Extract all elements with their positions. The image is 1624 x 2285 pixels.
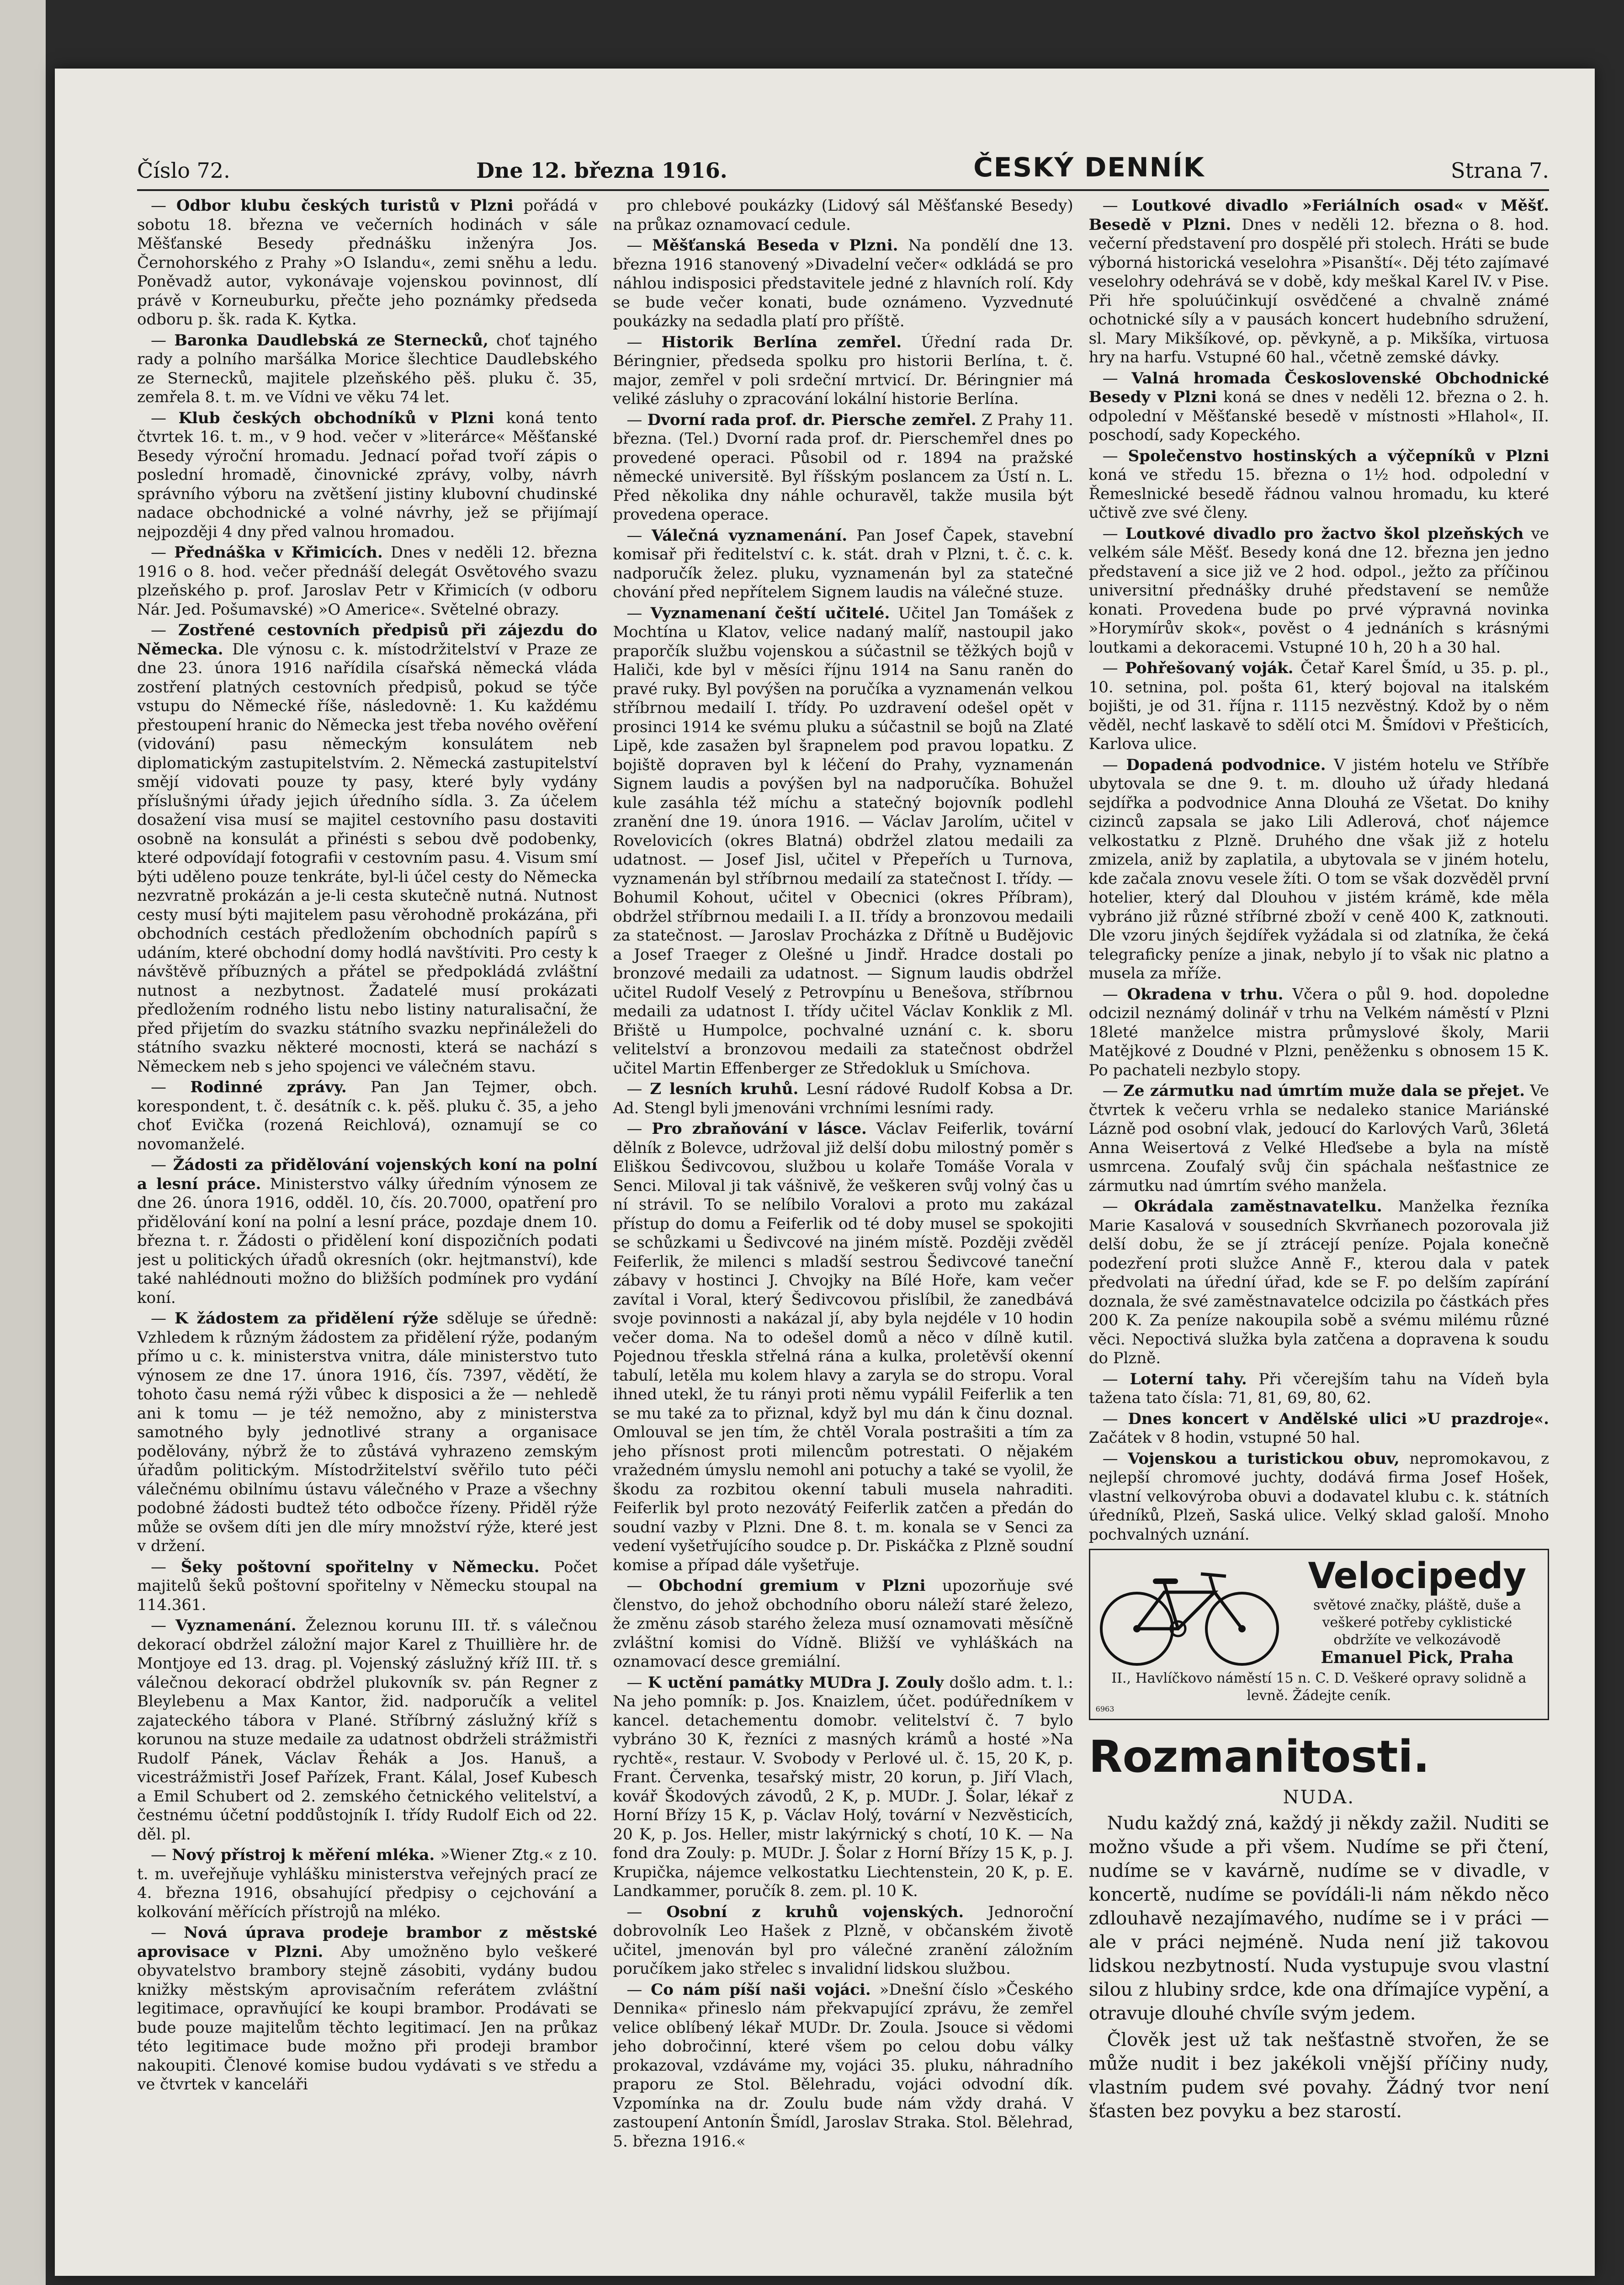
news-item-headline: Šeky poštovní spořitelny v Německu. bbox=[180, 1557, 540, 1576]
news-item: — Okradena v trhu. Včera o půl 9. hod. dopoledne odcizil neznámý dolinář v trhu na Velkém náměstí v Plzni 18leté manželce mistra průmyslové školy, Marii Matějkové z Doudné v Plzni, peněženku s obnosem 15 K. Po pachateli nezbylo stopy. bbox=[1088, 985, 1549, 1079]
news-item: — Valná hromada Československé Obchodnické Besedy v Plzni koná se dnes v neděli 12. března o 2. h. odpolední v Měšťanské besedě v místnosti »Hlahol«, II. poschodí, sady Kopeckého. bbox=[1088, 369, 1549, 444]
news-item-text: Lesní rádové Rudolf Kobsa a Dr. Ad. Stengl byli jmenováni vrchními lesními rady. bbox=[613, 1080, 1073, 1117]
news-item: — Obchodní gremium v Plzni upozorňuje své členstvo, do jehož obchodního oboru náleží staré železo, že změnu zásob starého železa musí oznamovati měsíčně zvláštní komisi do Vídně. Bližší ve vyhláškách na oznamovací desce gremiální. bbox=[613, 1577, 1073, 1671]
news-item-text: Železnou korunu III. tř. s válečnou dekorací obdržel záložní major Karel z Thuillière hr. de Montjoye ed 13. drag. pl. Vojenský záslužný kříž III. tř. s válečnou dekorací obdržel plukovník sv. pán Regner z Bleylebenu a Max Kantor, žid. nadporučík a velitel zajateckého tábora v Plané. Stříbrný záslužný kříž s korunou na stuze medaile za udatnost obdrželi strážmistři Rudolf Pánek, Václav Řehák a Jos. Hanuš, a vicestrážmistři Josef Pařízek, Frant. Kálal, Josef Kubesch a Emil Schubert od 2. zemského četnického velitelství, a čestnému účetní poddůstojník I. třídy Rudolf Eich od 22. děl. pl. bbox=[137, 1616, 598, 1844]
news-item-headline: Loutkové divadlo pro žactvo škol plzeňských bbox=[1125, 524, 1524, 543]
velocipedy-advertisement bbox=[1089, 1549, 1549, 1720]
news-item-headline: Co nám píší naši vojáci. bbox=[651, 1980, 871, 1999]
news-item-headline: Obchodní gremium v Plzni bbox=[658, 1577, 926, 1595]
news-item-text: pořádá v sobotu 18. března ve večerních hodinách v sále Měšťanské Besedy přednášku inženýra Jos. Černohorského z Prahy »O Islandu«, zemi sněhu a ledu. Poněvadž autor, vykonávaje vojenskou povinnost, dlí právě v Korneuburku, přečte jeho poznámky předseda odboru p. šk. rada K. Kytka. bbox=[137, 197, 598, 329]
news-item: — Loutkové divadlo pro žactvo škol plzeňských ve velkém sále Měšť. Besedy koná dne 12. března jen jedno představení a sice již ve 2 hod. odpol., ježto za příčinou universitní přednášky druhé představení se nemůže konati. Provedena bude po prvé výpravná novinka »Horymírův skok«, pověst o 4 jednáních s krásnými loutkami a dekoracemi. Vstupné 10 h, 20 h a 30 hal. bbox=[1088, 524, 1549, 657]
page-header bbox=[137, 128, 1549, 191]
news-item-text: pro chlebové poukázky (Lidový sál Měšťanské Besedy) na průkaz oznamovací cedule. bbox=[613, 197, 1073, 234]
newspaper-page bbox=[55, 69, 1595, 2276]
news-item: — Vyznamenání. Železnou korunu III. tř. s válečnou dekorací obdržel záložní major Karel z Thuillière hr. de Montjoye ed 13. drag. pl. Vojenský záslužný kříž III. tř. s válečnou dekorací obdržel plukovník sv. pán Regner z Bleylebenu a Max Kantor, žid. nadporučík a velitel zajateckého tábora v Plané. Stříbrný záslužný kříž s korunou na stuze medaile za udatnost obdrželi strážmistři Rudolf Pánek, Václav Řehák a Jos. Hanuš, a vicestrážmistři Josef Pařízek, Frant. Kálal, Josef Kubesch a Emil Schubert od 2. zemského četnického velitelství, a čestnému účetní poddůstojník I. třídy Rudolf Eich od 22. děl. pl. bbox=[137, 1616, 598, 1844]
page-number: Strana 7. bbox=[1451, 158, 1549, 183]
news-item bbox=[613, 197, 1073, 234]
news-item-text: Začátek v 8 hodin, vstupné 50 hal. bbox=[1088, 1429, 1360, 1447]
news-item-text: Dnes v neděli 12. března o 8. hod. večerní představení pro dospělé při stolech. Hráti se bude výborná historická veselohra »Pisanští«. Děj této zajímavé veselohry odehrává se v době, kdy meškal Karel IV. v Pise. Při hře spoluúčinkují osvědčené a chvalně známé ochotnické síly a v pausách koncert hudebního sdružení, sl. Mary Mikšíkové, op. pěvkyně, a p. Mikšíka, virtuosa hry na harfu. Vstupné 60 hal., včetně zemské dávky. bbox=[1088, 215, 1549, 367]
news-item: — Co nám píší naši vojáci. »Dnešní číslo »Českého Dennika« přineslo nám překvapující zprávu, že zemřel velice oblíbený lékař MUDr. Dr. Zoula. Jsouce si vědomi jeho dobročinní, které všem po celou dobu války prokazoval, vzdáváme my, vojáci 35. pluku, náhradního praporu ze Stol. Bělehradu, vojáci odvodní dík. Vzpomínka na dr. Zoulu bude nám vždy drahá. V zastoupení Antonín Šmídl, Jaroslav Straka. Stol. Bělehrad, 5. března 1916.« bbox=[613, 1980, 1073, 2151]
news-item: — Loterní tahy. Při včerejším tahu na Vídeň byla tažena tato čísla: 71, 81, 69, 80, 62. bbox=[1088, 1370, 1549, 1407]
news-item: — Vojenskou a turistickou obuv, nepromokavou, z nejlepší chromové juchty, dodává firma Josef Hošek, vlastní velkovýroba obuvi a dodavatel klubu c. k. státních úředníků, Plzeň, Saská ulice. Velký sklad galoší. Mnoho pochvalných uznání. bbox=[1088, 1449, 1549, 1544]
article-columns bbox=[137, 197, 1549, 2198]
news-item-text: choť tajného rady a polního maršálka Morice šlechtice Daudlebského ze Sternecků, majitele plzeňského pěš. pluku č. 35, zemřela 8. t. m. ve Vídni ve věku 74 let. bbox=[137, 331, 598, 406]
news-item-text: Úřední rada Dr. Béringnier, předseda spolku pro historii Berlína, t. č. major, zemřel v poli srdeční mrtvicí. Dr. Béringnier má veliké zásluhy o zpracování lokální historie Berlína. bbox=[613, 333, 1073, 408]
ad-text: světové značky, pláště, duše a veškeré potřeby cyklistické obdržíte ve velkozávodě bbox=[1313, 1597, 1521, 1648]
news-item: — Válečná vyznamenání. Pan Josef Čapek, stavební komisař při ředitelství c. k. stát. drah v Plzni, t. č. c. k. nadporučík želez. pluku, vyznamenán byl za statečné chování před nepřítelem Signem laudis na válečné stuze. bbox=[613, 526, 1073, 601]
news-item: — Baronka Daudlebská ze Sternecků, choť tajného rady a polního maršálka Morice šlechtice Daudlebského ze Sternecků, majitele plzeňského pěš. pluku č. 35, zemřela 8. t. m. ve Vídni ve věku 74 let. bbox=[137, 331, 598, 406]
news-item: — Žádosti za přidělování vojenských koní na polní a lesní práce. Ministerstvo války úředním výnosem ze dne 26. února 1916, odděl. 10, čís. 20.7000, opatření pro přidělování koní na polní a lesní práce, pozdaje dnem 10. března t. r. Žádosti o přidělení koní dispozičních podati jest u politických úřadů okresních (okr. hejtmanství), kde také nahlédnouti možno do bližších podmínek pro vydání koní. bbox=[137, 1156, 598, 1307]
previous-page-edge bbox=[0, 0, 46, 2285]
news-item-text: »Wiener Ztg.« z 10. t. m. uveřejňuje vyhlášku ministerstva veřejných prací ze 4. března 1916, obsahující předpisy o cejchování a kolkování měřících přístrojů na mléko. bbox=[137, 1846, 598, 1921]
news-item: — Odbor klubu českých turistů v Plzni pořádá v sobotu 18. března ve večerních hodinách v sále Měšťanské Besedy přednášku inženýra Jos. Černohorského z Prahy »O Islandu«, zemi sněhu a ledu. Poněvadž autor, vykonávaje vojenskou povinnost, dlí právě v Korneuburku, přečte jeho poznámky předseda odboru p. šk. rada K. Kytka. bbox=[137, 197, 598, 329]
news-item-text: Z Prahy 11. března. (Tel.) Dvorní rada prof. dr. Pierschemřel dnes po provedené operaci. Působil od r. 1894 na pražské německé universitě. Byl říšským poslancem za Ústí n. L. Před několika dny náhle ochuravěl, takže musila být provedena operace. bbox=[613, 410, 1073, 524]
column-1 bbox=[137, 197, 597, 2198]
news-item-text: Učitel Jan Tomášek z Mochtína u Klatov, velice nadaný malíř, nastoupil jako praporčík službu vojenskou a súčastnil se těžkých bojů v Haliči, kde byl v měsíci říjnu 1914 na Sanu raněn do pravé ruky. Byl povýšen na poručíka a vyznamenán velkou stříbrnou medailí I. třídy. Po uzdravení odešel opět v prosinci 1914 ke svému pluku a súčastnil se bojů na Zlaté Lipě, kde zasažen byl šrapnelem pod pravou lopatku. Z bojiště dopraven byl k léčení do Prahy, vyznamenán Signem laudis a povýšen byl na nadporučíka. Bohužel kule zasáhla též míchu a statečný bojovník podlehl zranění dne 19. února 1916. — Václav Jarolím, učitel v Rovelovicích (okres Blatná) obdržel zlatou medaili za udatnost. — Josef Jisl, učitel v Přepeřích u Turnova, vyznamenán byl stříbrnou medailí za statečnost I. třídy. — Bohumil Kohout, učitel v Obecnici (okres Příbram), obdržel stříbrnou medaili I. a II. třídy a bronzovou medaili za statečnost. — Jaroslav Procházka z Dřítně u Budějovic a Josef Traeger z Olešné u Jindř. Hradce dostali po bronzové medaili za udatnost. — Signum laudis obdržel učitel Rudolf Veselý z Petrovpínu u Benešova, stříbrnou medaili za udatnost I. třídy učitel Václav Konklik z Ml. Břiště u Humpolce, pochvalné uznání c. k. sboru velitelství a bronzovou medaili za statečnost obdržel učitel Martin Effenberger ze Středokluk u Smíchova. bbox=[613, 604, 1073, 1078]
news-item: — K uctění památky MUDra J. Zouly došlo adm. t. l.: Na jeho pomník: p. Jos. Knaizlem, účet. podúředníkem v kancel. detachementu domobr. velitelství č. 7 bylo vybráno 30 K, řezníci z masných krámů a hosté »Na rychtě«, restaur. V. Svobody v Perlové ul. č. 15, 20 K, p. Frant. Červenka, tesařský mistr, 20 korun, p. Jiří Vlach, kovář Škodových závodů, 2 K, p. MUDr. J. Šolar, lékař z Horní Břízy 15 K, p. Václav Holý, tovární v Nezvěsticích, 20 K, p. Jos. Heller, mistr lakýrnický s chotí, 10 K. — Na fond dra Zouly: p. MUDr. J. Šolar z Horní Břízy 15 K, p. J. Krupička, nájemce velkostatku Liechtenstein, 20 K, p. E. Landkammer, poručík 8. zem. pl. 10 K. bbox=[613, 1673, 1073, 1900]
news-item: — Společenstvo hostinských a výčepníků v Plzni koná ve středu 15. března o 1½ hod. odpolední v Řemeslnické besedě řádnou valnou hromadu, ku které učtivě zve své členy. bbox=[1088, 446, 1549, 522]
news-item-headline: Ze zármutku nad úmrtím muže dala se přejet. bbox=[1123, 1082, 1525, 1100]
news-item-text: nepromokavou, z nejlepší chromové juchty, dodává firma Josef Hošek, vlastní velkovýroba obuvi a dodavatel klubu c. k. státních úředníků, Plzeň, Saská ulice. Velký sklad galoší. Mnoho pochvalných uznání. bbox=[1088, 1449, 1549, 1544]
news-item: — Nový přístroj k měření mléka. »Wiener Ztg.« z 10. t. m. uveřejňuje vyhlášku ministerstva veřejných prací ze 4. března 1916, obsahující předpisy o cejchování a kolkování měřících přístrojů na mléko. bbox=[137, 1846, 598, 1921]
news-item-headline: Nový přístroj k měření mléka. bbox=[172, 1846, 435, 1864]
feuilleton-title: NUDA. bbox=[1283, 1787, 1355, 1808]
column-3-articles bbox=[1089, 197, 1549, 1544]
news-item-headline: Pohřešovaný voják. bbox=[1125, 659, 1294, 677]
column-3 bbox=[1089, 197, 1549, 2198]
news-item-headline: K uctění památky MUDra J. Zouly bbox=[647, 1673, 944, 1692]
news-item-text: »Dnešní číslo »Českého Dennika« přineslo nám překvapující zprávu, že zemřel velice oblíbený lékař MUDr. Dr. Zoula. Jsouce si vědomi jeho dobročinní, které všem po celou dobu války prokazoval, vzdáváme my, vojáci 35. pluku, náhradního praporu ze Stol. Bělehradu, vojáci odvodní dík. Vzpomínka na dr. Zoulu bude nám vždy drahá. V zastoupení Antonín Šmídl, Jaroslav Straka. Stol. Bělehrad, 5. března 1916.« bbox=[613, 1980, 1073, 2151]
news-item-text: došlo adm. t. l.: Na jeho pomník: p. Jos. Knaizlem, účet. podúředníkem v kancel. detachementu domobr. velitelství č. 7 bylo vybráno 30 K, řezníci z masných krámů a hosté »Na rychtě«, restaur. V. Svobody v Perlové ul. č. 15, 20 K, p. Frant. Červenka, tesařský mistr, 20 korun, p. Jiří Vlach, kovář Škodových závodů, 2 K, p. MUDr. J. Šolar, lékař z Horní Břízy 15 K, p. Václav Holý, tovární v Nezvěsticích, 20 K, p. Jos. Heller, mistr lakýrnický s chotí, 10 K. — Na fond dra Zouly: p. MUDr. J. Šolar z Horní Břízy 15 K, p. J. Krupička, nájemce velkostatku Liechtenstein, 20 K, p. E. Landkammer, poručík 8. zem. pl. 10 K. bbox=[613, 1673, 1073, 1900]
news-item-text: sděluje se úředně: Vzhledem k různým žádostem za přidělení rýže, podaným přímo u c. k. ministerstva vnitra, dále ministerstvo tuto výnosem ze dne 17. února 1916, čís. 7397, vědětí, že tohoto času nemá rýži vůbec k disposici a že — nehledě ani k tomu — je též nemožno, aby z ministerstva samotného byly jednotlivé strany a organisace podělovány, nýbrž že to zůstává vyhrazeno zemským úřadům politickým. Místodržitelství svěřilo tuto péči válečnému obilnímu ústavu válečného v Praze a všechny podobné žádosti budtež této odbočce řízeny. Přiděl rýže může se ovšem díti jen dle míry množství rýže, které jest v držení. bbox=[137, 1309, 598, 1555]
news-item: — Pohřešovaný voják. Četař Karel Šmíd, u 35. p. pl., 10. setnina, pol. pošta 61, který bojoval na italském bojišti, je od 31. října r. 1115 nezvěstný. Kdož by o něm věděl, nechť laskavě to sdělí otci M. Šmídovi v Přešticích, Karlova ulice. bbox=[1088, 659, 1549, 753]
news-item-text: Na pondělí dne 13. března 1916 stanovený »Divadelní večer« odkládá se pro náhlou indisposici představitele jedné z hlavních rolí. Kdy se bude večer konati, bude oznámeno. Vyzvednuté poukázky na sedadla platí pro příště. bbox=[613, 236, 1073, 330]
news-item: — Zostřené cestovních předpisů při zájezdu do Německa. Dle výnosu c. k. místodržitelství v Praze ze dne 23. února 1916 nařídila císařská německá vláda zostření platných cestovních předpisů, pokud se týče vstupu do Německé říše, následovně: 1. Ku každému přestoupení hranic do Německa jest třeba nového ověření (vidování) pasu německým konsulátem neb diplomatickým zastupitelstvím. 2. Německá zastupitelství smějí vidovati pouze ty pasy, které byly vydány příslušnými úřady jejich úředního sídla. 3. Za účelem dosažení visa musí se majitel cestovního pasu dostaviti osobně na konsulát a přinésti s sebou dvě podobenky, které odpovídají fotografii v cestovním pasu. 4. Visum smí býti uděleno pouze tenkráte, byl-li účel cesty do Německa nezvratně prokázán a je-li cesta skutečně nutná. Nutnost cesty musí býti majitelem pasu věrohodně prokázána, při obchodních cestách předložením obchodních papírů s udáním, které obchodní domy hodlá navštíviti. Pro cesty k návštěvě příbuzných a přátel se předpokládá zvláštní nutnost a nezbytnost. Žadatelé musí prokázati předložením rodného listu nebo listiny naturalisační, že před přijetím do svazku státního svazku nepřináleželi do státního svazku některé mocnosti, která se nachází s Německem neb s jeho spojenci ve válečném stavu. bbox=[137, 621, 598, 1076]
news-item-text: Václav Feiferlik, tovární dělník z Bolevce, udržoval již delší dobu milostný poměr s Eliškou Šedivcovou, službou u kolaře Tomáše Vorala v Senci. Miloval ji tak vášnivě, že veškeren svůj volný čas u ní strávil. To se nelíbilo Voralovi a proto mu zakázal přístup do domu a Feiferlik od té doby musel se spokojiti se schůzkami u Šedivcové na jiném místě. Později zvěděl Feiferlik, že milenci s mladší sestrou Šedivcové taneční zábavy v hostinci J. Chvojky na Bílé Hoře, kam večer zavítal i Voral, který Šedivcovou přislíbil, že zanedbává svoje povinnosti a nakázal jí, aby byla nejdéle v 10 hodin večer doma. Na to odešel domů a něco v dílně kutil. Pojednou třeskla střelná rána a kulka, proletěvší okenní tabulí, letěla mu kolem hlavy a zaryla se do stropu. Voral ihned utekl, že tu rányi proti němu vypálil Feiferlik a ten se mu také za to přiznal, když byl mu dán k činu doznal. Omlouval se jen tím, že chtěl Vorala postrašiti a tím za jeho přísnost proti milencům potrestati. O nějakém vražedném úmyslu nemohl ani potuchy a také se vyolil, že škodu za rozbitou okenní tabuli musela nahraditi. Feiferlik byl proto nezovátý Feiferlik zatčen a předán do soudní vazby v Plzni. Dne 8. t. m. konala se v Senci za vedení vyšetřujícího soudce p. Dr. Piskáčka z Plzně soudní komise a případ dále vyšetřuje. bbox=[613, 1120, 1073, 1574]
news-item: — Z lesních kruhů. Lesní rádové Rudolf Kobsa a Dr. Ad. Stengl byli jmenováni vrchními lesními rady. bbox=[613, 1080, 1073, 1117]
news-item-headline: Zostřené cestovních předpisů při zájezdu do Německa. bbox=[137, 621, 598, 659]
news-item-headline: Loterní tahy. bbox=[1130, 1370, 1247, 1388]
news-item: — Vyznamenaní čeští učitelé. Učitel Jan Tomášek z Mochtína u Klatov, velice nadaný malíř, nastoupil jako praporčík službu vojenskou a súčastnil se těžkých bojů v Haliči, kde byl v měsíci říjnu 1914 na Sanu raněn do pravé ruky. Byl povýšen na poručíka a vyznamenán velkou stříbrnou medailí I. třídy. Po uzdravení odešel opět v prosinci 1914 ke svému pluku a súčastnil se bojů na Zlaté Lipě, kde zasažen byl šrapnelem pod pravou lopatku. Z bojiště dopraven byl k léčení do Prahy, vyznamenán Signem laudis a povýšen byl na nadporučíka. Bohužel kule zasáhla též míchu a statečný bojovník podlehl zranění dne 19. února 1916. — Václav Jarolím, učitel v Rovelovicích (okres Blatná) obdržel zlatou medaili za udatnost. — Josef Jisl, učitel v Přepeřích u Turnova, vyznamenán byl stříbrnou medailí za statečnost I. třídy. — Bohumil Kohout, učitel v Obecnici (okres Příbram), obdržel stříbrnou medaili I. a II. třídy a bronzovou medaili za statečnost. — Jaroslav Procházka z Dřítně u Budějovic a Josef Traeger z Olešné u Jindř. Hradce dostali po bronzové medaili za udatnost. — Signum laudis obdržel učitel Rudolf Veselý z Petrovpínu u Benešova, stříbrnou medaili za udatnost I. třídy učitel Václav Konklik z Ml. Břiště u Humpolce, pochvalné uznání c. k. sboru velitelství a bronzovou medaili za statečnost obdržel učitel Martin Effenberger ze Středokluk u Smíchova. bbox=[613, 604, 1073, 1078]
news-item: — Loutkové divadlo »Feriálních osad« v Měšť. Besedě v Plzni. Dnes v neděli 12. března o 8. hod. večerní představení pro dospělé při stolech. Hráti se bude výborná historická veselohra »Pisanští«. Děj této zajímavé veselohry odehrává se v době, kdy meškal Karel IV. v Pise. Při hře spoluúčinkují osvědčené a chvalně známé ochotnické síly a v pausách koncert hudebního sdružení, sl. Mary Mikšíkové, op. pěvkyně, a p. Mikšíka, virtuosa hry na harfu. Vstupné 60 hal., včetně zemské dávky. bbox=[1088, 197, 1549, 367]
news-item: — Klub českých obchodníků v Plzni koná tento čtvrtek 16. t. m., v 9 hod. večer v »literárce« Měšťanské Besedy výroční hromadu. Jednací pořad tvoří zápis o poslední hromadě, činovnické zprávy, volby, návrh správního výboru na zvětšení jistiny klubovní chudinské nadace obchodnické a volné návrhy, jež se přijímají nejpozději 4 dny před valnou hromadou. bbox=[137, 409, 598, 541]
news-item-headline: Valná hromada Československé Obchodnické Besedy v Plzni bbox=[1088, 369, 1549, 406]
feuilleton-paragraph: Člověk jest už tak nešťastně stvořen, že se může nudit i bez jakékoli vnější příčiny nudy, vlastním pudem své povahy. Žádný tvor není šťasten bez povyku a bez starostí. bbox=[1088, 2030, 1549, 2122]
ad-firm: Emanuel Pick, Praha bbox=[1321, 1648, 1514, 1667]
news-item: — K žádostem za přidělení rýže sděluje se úředně: Vzhledem k různým žádostem za přidělení rýže, podaným přímo u c. k. ministerstva vnitra, dále ministerstvo tuto výnosem ze dne 17. února 1916, čís. 7397, vědětí, že tohoto času nemá rýži vůbec k disposici a že — nehledě ani k tomu — je též nemožno, aby z ministerstva samotného byly jednotlivé strany a organisace podělovány, nýbrž že to zůstává vyhrazeno zemským úřadům politickým. Místodržitelství svěřilo tuto péči válečnému obilnímu ústavu válečného v Praze a všechny podobné žádosti budtež této odbočce řízeny. Přiděl rýže může se ovšem díti jen dle míry množství rýže, které jest v držení. bbox=[137, 1309, 598, 1555]
issue-number: Číslo 72. bbox=[137, 158, 230, 183]
news-item-text: koná se dnes v neděli 12. března o 2. h. odpolední v Měšťanské besedě v místnosti »Hlahol«, II. poschodí, sady Kopeckého. bbox=[1088, 388, 1549, 444]
news-item-headline: Historik Berlína zemřel. bbox=[661, 333, 902, 351]
news-item: — Dvorní rada prof. dr. Piersche zemřel. Z Prahy 11. března. (Tel.) Dvorní rada prof. dr. Pierschemřel dnes po provedené operaci. Působil od r. 1894 na pražské německé universitě. Byl říšským poslancem za Ústí n. L. Před několika dny náhle ochuravěl, takže musila být provedena operace. bbox=[613, 410, 1073, 524]
news-item-text: Ministerstvo války úředním výnosem ze dne 26. února 1916, odděl. 10, čís. 20.7000, opatření pro přidělování koní na polní a lesní práce, pozdaje dnem 10. března t. r. Žádosti o přidělení koní dispozičních podati jest u politických úřadů okresních (okr. hejtmanství), kde také nahlédnouti možno do bližších podmínek pro vydání koní. bbox=[137, 1174, 598, 1307]
feuilleton-paragraph: Nudu každý zná, každý ji někdy zažil. Nuditi se možno všude a při všem. Nudíme se při čtení, nudíme se v kavárně, nudíme se v divadle, v koncertě, nudíme se povídáli-li nám někdo něco zdlouhavě nezajímavého, nudíme se i v práci — ale v práci nejméně. Nuda není již takovou lidskou nezbytností. Nuda vystupuje svou vlastní silou z hlubiny srdce, kde ona dřímajíce vypění, a otravuje dlouhé chvíle svým jedem. bbox=[1088, 1813, 1549, 2024]
news-item-text: Ve čtvrtek k večeru vrhla se nedaleko stanice Mariánské Lázně pod osobní vlak, jedoucí do Karlových Varů, 36letá Anna Weisertová z Velké Hleďsebe a byla na místě usmrcena. Zoufalý svůj čin spáchala nešťastnice ze zármutku nad úmrtím svého manžela. bbox=[1088, 1082, 1549, 1195]
news-item: — Osobní z kruhů vojenských. Jednoroční dobrovolník Leo Hašek z Plzně, v občanském životě učitel, jmenován byl pro válečné zranění záložním poručíkem jako střelec s invalidní lidskou službou. bbox=[613, 1902, 1073, 1978]
news-item-text: Dle výnosu c. k. místodržitelství v Praze ze dne 23. února 1916 nařídila císařská německá vláda zostření platných cestovních předpisů, pokud se týče vstupu do Německé říše, následovně: 1. Ku každému přestoupení hranic do Německa jest třeba nového ověření (vidování) pasu německým konsulátem neb diplomatickým zastupitelstvím. 2. Německá zastupitelství smějí vidovati pouze ty pasy, které byly vydány příslušnými úřady jejich úředního sídla. 3. Za účelem dosažení visa musí se majitel cestovního pasu dostaviti osobně na konsulát a přinésti s sebou dvě podobenky, které odpovídají fotografii v cestovním pasu. 4. Visum smí býti uděleno pouze tenkráte, byl-li účel cesty do Německa nezvratně prokázán a je-li cesta skutečně nutná. Nutnost cesty musí býti majitelem pasu věrohodně prokázána, při obchodních cestách předložením obchodních papírů s udáním, které obchodní domy hodlá navštíviti. Pro cesty k návštěvě příbuzných a přátel se předpokládá zvláštní nutnost a nezbytnost. Žadatelé musí prokázati předložením rodného listu nebo listiny naturalisační, že před přijetím do svazku státního svazku nepřináleželi do státního svazku některé mocnosti, která se nachází s Německem neb s jeho spojenci ve válečném stavu. bbox=[137, 640, 598, 1076]
news-item-headline: Loutkové divadlo »Feriálních osad« v Měšť. Besedě v Plzni. bbox=[1088, 197, 1549, 234]
news-item-headline: Pro zbraňování v lásce. bbox=[652, 1120, 867, 1138]
news-item-headline: K žádostem za přidělení rýže bbox=[174, 1309, 439, 1328]
section-heading-rozmanitosti: Rozmanitosti. bbox=[1088, 1731, 1430, 1782]
news-item-headline: Okrádala zaměstnavatelku. bbox=[1134, 1197, 1382, 1216]
news-item: — Dnes koncert v Andělské ulici »U prazdroje«. Začátek v 8 hodin, vstupné 50 hal. bbox=[1088, 1409, 1549, 1447]
news-item: — Pro zbraňování v lásce. Václav Feiferlik, tovární dělník z Bolevce, udržoval již delší dobu milostný poměr s Eliškou Šedivcovou, službou u kolaře Tomáše Vorala v Senci. Miloval ji tak vášnivě, že veškeren svůj volný čas u ní strávil. To se nelíbilo Voralovi a proto mu zakázal přístup do domu a Feiferlik od té doby musel se spokojiti se schůzkami u Šedivcové na jiném místě. Později zvěděl Feiferlik, že milenci s mladší sestrou Šedivcové taneční zábavy v hostinci J. Chvojky na Bílé Hoře, kam večer zavítal i Voral, který Šedivcovou přislíbil, že zanedbává svoje povinnosti a nakázal jí, aby byla nejdéle v 10 hodin večer doma. Na to odešel domů a něco v dílně kutil. Pojednou třeskla střelná rána a kulka, proletěvší okenní tabulí, letěla mu kolem hlavy a zaryla se do stropu. Voral ihned utekl, že tu rányi proti němu vypálil Feiferlik a ten se mu také za to přiznal, když byl mu dán k činu doznal. Omlouval se jen tím, že chtěl Vorala postrašiti a tím za jeho přísnost proti milencům potrestati. O nějakém vražedném úmyslu nemohl ani potuchy a také se vyolil, že škodu za rozbitou okenní tabuli musela nahraditi. Feiferlik byl proto nezovátý Feiferlik zatčen a předán do soudní vazby v Plzni. Dne 8. t. m. konala se v Senci za vedení vyšetřujícího soudce p. Dr. Piskáčka z Plzně soudní komise a případ dále vyšetřuje. bbox=[613, 1120, 1073, 1574]
news-item-text: Počet majitelů šeků poštovní spořitelny v Německu stoupal na 114.361. bbox=[137, 1557, 598, 1614]
news-item-headline: Vyznamenaní čeští učitelé. bbox=[650, 604, 890, 622]
news-item-headline: Vojenskou a turistickou obuv, bbox=[1128, 1449, 1400, 1468]
news-item-headline: Měšťanská Beseda v Plzni. bbox=[652, 236, 898, 255]
ad-number: 6963 bbox=[1095, 1705, 1115, 1713]
news-item-headline: Okradena v trhu. bbox=[1127, 985, 1284, 1004]
news-item-text: V jistém hotelu ve Stříbře ubytovala se dne 9. t. m. dlouho už úřady hledaná sejdířka a podvodnice Anna Dlouhá ze Všetat. Do knihy cizinců zapsala se jako Lili Adlerová, choť nájemce velkostatku z Plzně. Druhého dne však již z hotelu zmizela, aniž by zaplatila, a ubytovala se v jiném hotelu, kde začala znovu vesele žíti. O tom se však dozvěděl první hotelier, který dal Dlouhou v jistém krámě, kde měla vybráno již různé stříbrné zboží v ceně 400 K, zatknouti. Dle vzoru jiných šejdířek vyžádala si od zlatníka, že čeká telegraficky peníze a jinak, nebylo jí to však nic platno a musela za mříže. bbox=[1088, 755, 1549, 983]
news-item-headline: Vyznamenání. bbox=[175, 1616, 297, 1635]
news-item-headline: Rodinné zprávy. bbox=[190, 1078, 347, 1096]
news-item-headline: Přednáška v Křimicích. bbox=[174, 543, 383, 562]
ad-title: Velocipedy bbox=[1308, 1556, 1527, 1597]
news-item: — Historik Berlína zemřel. Úřední rada Dr. Béringnier, předseda spolku pro historii Berlína, t. č. major, zemřel v poli srdeční mrtvicí. Dr. Béringnier má veliké zásluhy o zpracování lokální historie Berlína. bbox=[613, 333, 1073, 408]
news-item-text: upozorňuje své členstvo, do jehož obchodního oboru náleží staré železo, že změnu zásob starého železa musí oznamovati měsíčně zvláštní komisi do Vídně. Bližší ve vyhláškách na oznamovací desce gremiální. bbox=[613, 1577, 1073, 1671]
news-item-headline: Odbor klubu českých turistů v Plzni bbox=[176, 197, 514, 215]
news-item-headline: Z lesních kruhů. bbox=[650, 1080, 799, 1098]
news-item: — Nová úprava prodeje brambor z městské aprovisace v Plzni. Aby umožněno bylo veškeré obyvatelstvo brambory stejně zásobiti, vydány budou knižky městským aprovisačním referátem zvláštní legitimace, opravňující ke koupi brambor. Prodávati se bude pouze majitelům těchto legitimací. Jen na průkaz této legitimace bude možno při prodeji brambor nakoupiti. Členové komise budou vydávati s ve středu a ve čtvrtek v kanceláři bbox=[137, 1924, 598, 2094]
news-item: — Dopadená podvodnice. V jistém hotelu ve Stříbře ubytovala se dne 9. t. m. dlouho už úřady hledaná sejdířka a podvodnice Anna Dlouhá ze Všetat. Do knihy cizinců zapsala se jako Lili Adlerová, choť nájemce velkostatku z Plzně. Druhého dne však již z hotelu zmizela, aniž by zaplatila, a ubytovala se v jiném hotelu, kde začala znovu vesele žíti. O tom se však dozvěděl první hotelier, který dal Dlouhou v jistém krámě, kde měla vybráno již různé stříbrné zboží v ceně 400 K, zatknouti. Dle vzoru jiných šejdířek vyžádala si od zlatníka, že čeká telegraficky peníze a jinak, nebylo jí to však nic platno a musela za mříže. bbox=[1088, 755, 1549, 983]
news-item-headline: Osobní z kruhů vojenských. bbox=[666, 1902, 964, 1921]
news-item-text: koná ve středu 15. března o 1½ hod. odpolední v Řemeslnické besedě řádnou valnou hromadu, ku které učtivě zve své členy. bbox=[1088, 466, 1549, 522]
news-item-headline: Válečná vyznamenání. bbox=[651, 526, 848, 545]
newspaper-title: ČESKÝ DENNÍK bbox=[973, 152, 1205, 183]
news-item-headline: Dopadená podvodnice. bbox=[1126, 755, 1326, 774]
news-item-text: Aby umožněno bylo veškeré obyvatelstvo brambory stejně zásobiti, vydány budou knižky městským aprovisačním referátem zvláštní legitimace, opravňující ke koupi brambor. Prodávati se bude pouze majitelům těchto legitimací. Jen na průkaz této legitimace bude možno při prodeji brambor nakoupiti. Členové komise budou vydávati s ve středu a ve čtvrtek v kanceláři bbox=[137, 1942, 598, 2094]
news-item-text: Četař Karel Šmíd, u 35. p. pl., 10. setnina, pol. pošta 61, který bojoval na italském bojišti, je od 31. října r. 1115 nezvěstný. Kdož by o něm věděl, nechť laskavě to sdělí otci M. Šmídovi v Přešticích, Karlova ulice. bbox=[1088, 659, 1549, 753]
ad-address: II., Havlíčkovo náměstí 15 n. C. D. Veškeré opravy solidně a levně. Žádejte ceník. bbox=[1111, 1670, 1527, 1704]
column-2 bbox=[613, 197, 1073, 2198]
news-item-text: Manželka řezníka Marie Kasalová v sousedních Skvrňanech pozorovala již delší dobu, že se jí ztrácejí peníze. Pojala konečně podezření proti služce Anně F., kterou dala v patek předvolati na úřední úřad, kde se F. po delším zapírání doznala, že své zaměstnavatelce odcizila po částkách přes 200 K. Za peníze nakoupila sobě a svému milému různé věci. Nepoctivá služka byla zatčena a dopravena k soudu do Plzně. bbox=[1088, 1197, 1549, 1367]
news-item: — Rodinné zprávy. Pan Jan Tejmer, obch. korespondent, t. č. desátník c. k. pěš. pluku č. 35, a jeho choť Evička (rozená Reichlová), oznamují se co novomanželé. bbox=[137, 1078, 598, 1153]
news-item-text: Jednoroční dobrovolník Leo Hašek z Plzně, v občanském životě učitel, jmenován byl pro válečné zranění záložním poručíkem jako střelec s invalidní lidskou službou. bbox=[613, 1902, 1073, 1978]
bicycle-illustration bbox=[1096, 1556, 1288, 1670]
news-item: — Měšťanská Beseda v Plzni. Na pondělí dne 13. března 1916 stanovený »Divadelní večer« odkládá se pro náhlou indisposici představitele jedné z hlavních rolí. Kdy se bude večer konati, bude oznámeno. Vyzvednuté poukázky na sedadla platí pro příště. bbox=[613, 236, 1073, 330]
news-item: — Šeky poštovní spořitelny v Německu. Počet majitelů šeků poštovní spořitelny v Německu stoupal na 114.361. bbox=[137, 1557, 598, 1614]
news-item-text: Pan Josef Čapek, stavební komisař při ředitelství c. k. stát. drah v Plzni, t. č. c. k. nadporučík želez. pluku, vyznamenán byl za statečné chování před nepřítelem Signem laudis na válečné stuze. bbox=[613, 526, 1073, 601]
news-item-headline: Klub českých obchodníků v Plzni bbox=[178, 409, 494, 427]
news-item-headline: Nová úprava prodeje brambor z městské aprovisace v Plzni. bbox=[137, 1924, 598, 1961]
news-item-text: Dnes v neděli 12. března 1916 o 8. hod. večer přednáší delegát Osvětového svazu plzeňského p. prof. Jaroslav Petr v Křimicích (v odboru Nár. Jed. Pošumavské) »O Americe«. Světelné obrazy. bbox=[137, 543, 598, 619]
news-item-headline: Dnes koncert v Andělské ulici »U prazdroje«. bbox=[1128, 1409, 1549, 1428]
news-item-text: Pan Jan Tejmer, obch. korespondent, t. č. desátník c. k. pěš. pluku č. 35, a jeho choť Evička (rozená Reichlová), oznamují se co novomanželé. bbox=[137, 1078, 598, 1153]
news-item-text: ve velkém sále Měšť. Besedy koná dne 12. března jen jedno představení a sice již ve 2 hod. odpol., ježto za příčinou universitní přednášky druhé představení se nemůže konati. Provedena bude po prvé výpravná novinka »Horymírův skok«, pověst o 4 jednáních s krásnými loutkami a dekoracemi. Vstupné 10 h, 20 h a 30 hal. bbox=[1088, 524, 1549, 657]
news-item-headline: Dvorní rada prof. dr. Piersche zemřel. bbox=[647, 410, 977, 429]
news-item: — Přednáška v Křimicích. Dnes v neděli 12. března 1916 o 8. hod. večer přednáší delegát Osvětového svazu plzeňského p. prof. Jaroslav Petr v Křimicích (v odboru Nár. Jed. Pošumavské) »O Americe«. Světelné obrazy. bbox=[137, 543, 598, 619]
news-item-headline: Žádosti za přidělování vojenských koní na polní a lesní práce. bbox=[137, 1156, 598, 1193]
news-item-text: Při včerejším tahu na Vídeň byla tažena tato čísla: 71, 81, 69, 80, 62. bbox=[1088, 1370, 1549, 1407]
news-item: — Ze zármutku nad úmrtím muže dala se přejet. Ve čtvrtek k večeru vrhla se nedaleko stanice Mariánské Lázně pod osobní vlak, jedoucí do Karlových Varů, 36letá Anna Weisertová z Velké Hleďsebe a byla na místě usmrcena. Zoufalý svůj čin spáchala nešťastnice ze zármutku nad úmrtím svého manžela. bbox=[1088, 1082, 1549, 1195]
news-item-text: koná tento čtvrtek 16. t. m., v 9 hod. večer v »literárce« Měšťanské Besedy výroční hromadu. Jednací pořad tvoří zápis o poslední hromadě, činovnické zprávy, volby, návrh správního výboru na zvětšení jistiny klubovní chudinské nadace obchodnické a volné návrhy, jež se přijímají nejpozději 4 dny před valnou hromadou. bbox=[137, 409, 598, 541]
issue-date: Dne 12. března 1916. bbox=[476, 158, 727, 183]
news-item-headline: Společenstvo hostinských a výčepníků v Plzni bbox=[1128, 446, 1549, 465]
news-item-text: Včera o půl 9. hod. dopoledne odcizil neznámý dolinář v trhu na Velkém náměstí v Plzni 18leté manželce mistra průmyslové školy, Marii Matějkové z Doudné v Plzni, peněženku s obnosem 15 K. Po pachateli nezbylo stopy. bbox=[1088, 985, 1549, 1079]
news-item-headline: Baronka Daudlebská ze Sternecků, bbox=[174, 331, 488, 350]
news-item: — Okrádala zaměstnavatelku. Manželka řezníka Marie Kasalová v sousedních Skvrňanech pozorovala již delší dobu, že se jí ztrácejí peníze. Pojala konečně podezření proti služce Anně F., kterou dala v patek předvolati na úřední úřad, kde se F. po delším zapírání doznala, že své zaměstnavatelce odcizila po částkách přes 200 K. Za peníze nakoupila sobě a svému milému různé věci. Nepoctivá služka byla zatčena a dopravena k soudu do Plzně. bbox=[1088, 1197, 1549, 1367]
